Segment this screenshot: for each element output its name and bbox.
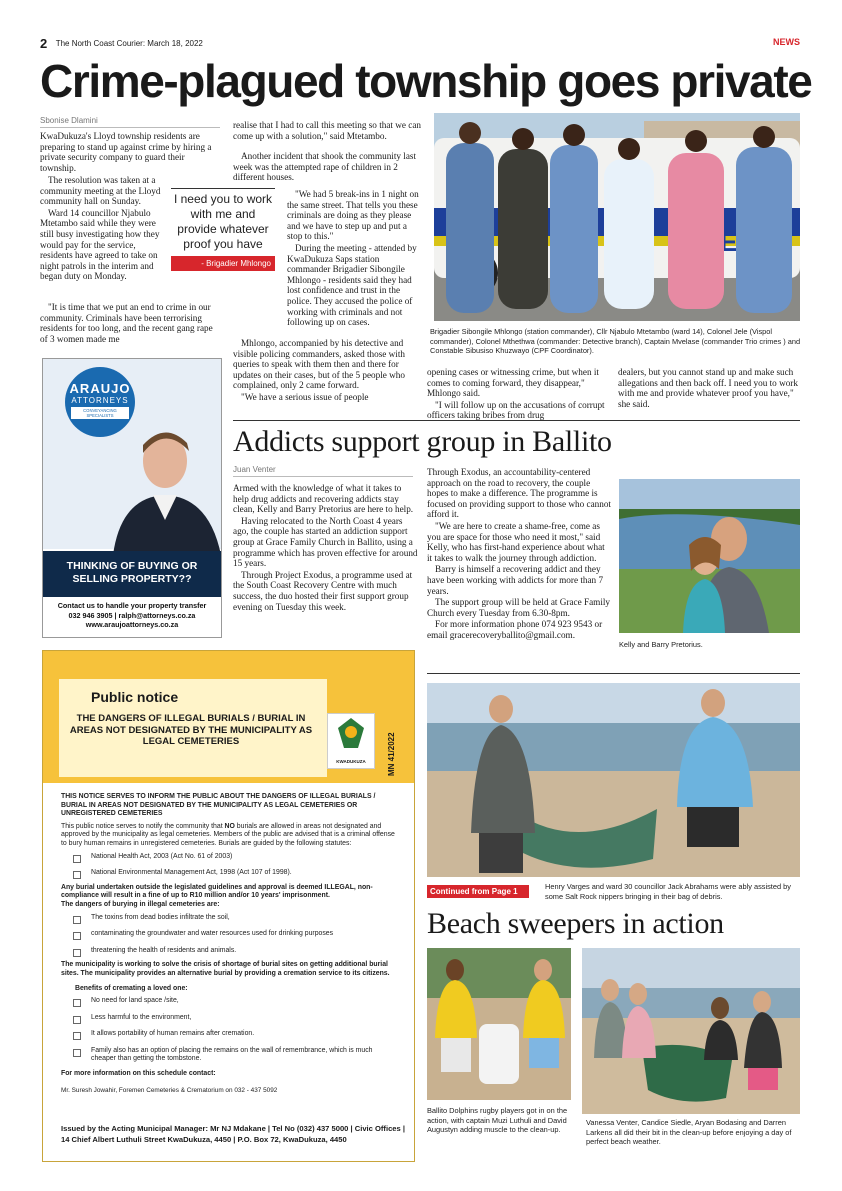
rugby-caption: Ballito Dolphins rugby players got in on the action, with captain Muzi Luthuli and David Augustyn adding muscle to the clean-up. — [427, 1106, 568, 1135]
beach-group-graphic — [582, 948, 800, 1114]
notice-logo — [327, 713, 375, 769]
story1-col4 — [618, 367, 800, 410]
paragraph: Another incident that shook the community last week was the attempted rape of children in 2 different houses. — [233, 151, 417, 183]
story2-col2 — [427, 467, 612, 642]
notice-statutes — [61, 853, 399, 878]
paragraph: realise that I had to call this meeting so that we can come up with a solution," said Mtetambo. — [233, 120, 422, 141]
beach-main-graphic — [427, 683, 800, 877]
paragraph: Armed with the knowledge of what it takes to help drug addicts and recovering addicts stay clean, Kelly and Barry Pretorius are here to help. — [233, 483, 414, 515]
story3-headline: Beach sweepers in action — [427, 907, 724, 940]
paragraph: dealers, but you cannot stand up and make such allegations and then back off. I need you to work with me and provide whatever proof you have," she said. — [618, 367, 798, 409]
paragraph: "We had 5 break-ins in 1 night on the same street. That tells you these criminals are doing as they please and we have to step up and put a stop to this." — [287, 189, 419, 242]
paragraph: Ward 14 councillor Njabulo Mtetambo said while they were still busy investigating how they would pay for the service, residents have agreed to take on night patrols in the interim and began duty on Monday. — [40, 207, 160, 282]
paragraph: The support group will be held at Grace Family Church every Tuesday from 6.30-8pm. — [427, 597, 611, 618]
notice-benefits — [61, 997, 399, 1064]
story2-byline: Juan Venter — [233, 465, 413, 477]
notice-illegal: Any burial undertaken outside the legislated guidelines and approval is deemed ILLEGAL, non-compliance will result in a fine of up to R10 million and/or 10 years' imprisonment. — [61, 883, 373, 900]
notice-benefits-title: Benefits of cremating a loved one: — [75, 984, 188, 992]
list-item: The toxins from dead bodies infiltrate the soil, — [73, 914, 399, 923]
beach-group-photo — [582, 948, 800, 1114]
story2-top-rule — [233, 420, 800, 421]
pullquote-attribution: - Brigadier Mhlongo — [171, 256, 275, 271]
paragraph: Mhlongo, accompanied by his detective and visible policing commanders, asked those with queries to speak with them then and there for updates on their cases, but of the 5 people who complained, only 2 came forward. — [233, 338, 405, 391]
police-photo-graphic — [434, 113, 800, 321]
list-item: National Environmental Management Act, 1998 (Act 107 of 1998). — [73, 869, 399, 878]
beach-group-caption: Vanessa Venter, Candice Siedle, Aryan Bodasing and Darren Larkens all did their bit in the clean-up before enjoying a day of perfect beach weather. — [586, 1118, 792, 1147]
advert-contact-line: Contact us to handle your property transfer — [57, 601, 207, 610]
story1-col1-bottom — [40, 302, 222, 345]
section-label: NEWS — [773, 37, 800, 47]
story1-headline: Crime-plagued township goes private — [40, 55, 812, 107]
list-item: Family also has an option of placing the remains on the wall of remembrance, which is much cheaper than getting the tombstone. — [73, 1047, 399, 1064]
couple-photo — [619, 479, 800, 633]
advert-person-photo — [113, 425, 221, 555]
police-group-photo — [434, 113, 800, 321]
paragraph: During the meeting - attended by KwaDukuza Saps station commander Brigadier Sibongile Mhlongo - residents said they had lost confidence and trust in the police. They accused the police of working with criminals and not following up on cases. — [287, 242, 417, 328]
story2-bottom-rule — [427, 673, 800, 674]
paragraph: Through Project Exodus, a programme used at the South Coast Recovery Centre with much success, the duo hosted their first support group evening on Tuesday this week. — [233, 569, 413, 612]
story1-col1 — [40, 131, 222, 174]
couple-photo-graphic — [619, 479, 800, 633]
paragraph: Having relocated to the North Coast 4 years ago, the couple has started an addiction support group at Grace Family Church in Ballito, using a programme which has proven effective for around 15 years. — [233, 515, 418, 569]
paragraph: KwaDukuza's Lloyd township residents are preparing to stand up against crime by hiring a private security company to guard their township. — [40, 131, 212, 173]
advert-headline: THINKING OF BUYING OR SELLING PROPERTY?? — [66, 560, 198, 585]
list-item: No need for land space /site, — [73, 997, 399, 1006]
municipality-logo-icon — [328, 714, 374, 754]
paper-date: The North Coast Courier: March 18, 2022 — [55, 39, 203, 48]
rugby-graphic — [427, 948, 571, 1100]
paragraph: The resolution was taken at a community meeting at the Lloyd community hall on Sunday. — [40, 175, 161, 207]
notice-dangers — [61, 914, 399, 956]
advert-brand: ARAUJO — [69, 381, 131, 396]
list-item: National Health Act, 2003 (Act No. 61 of 2003) — [73, 853, 399, 862]
notice-heading: THE DANGERS OF ILLEGAL BURIALS / BURIAL IN AREAS NOT DESIGNATED BY THE MUNICIPALITY AS LEGAL CEMETERIES — [69, 713, 313, 747]
story2-col1 — [233, 483, 418, 613]
paragraph: "We are here to create a shame-free, come as you are space for those who need it most," said Kelly, who has first-hand experience about what it takes to walk the journey through addiction. — [427, 520, 605, 563]
paragraph: For more information phone 074 923 9543 or email gracerecoveryballito@gmail.com. — [427, 619, 603, 640]
story1-col2-bottom — [233, 338, 423, 404]
story1-col2-top — [233, 120, 423, 142]
story2-headline: Addicts support group in Ballito — [233, 425, 612, 458]
rugby-players-photo — [427, 948, 571, 1100]
paragraph: Through Exodus, an accountability-centered approach on the road to recovery, the couple hopes to make a difference. The programme is focused on providing support to those who cannot afford it. — [427, 467, 611, 520]
advert-contact — [43, 601, 221, 630]
paragraph: opening cases or witnessing crime, but when it comes to coming forward, they disappear," Mhlongo said. — [427, 367, 599, 399]
beach-photo-main — [427, 683, 800, 877]
list-item: It allows portability of human remains after cremation. — [73, 1030, 399, 1039]
notice-footer: Issued by the Acting Municipal Manager: Mr NJ Mdakane | Tel No (032) 437 5000 | Civic Offices | 14 Chief Albert Luthuli Street KwaDukuza, 4450 | P.O. Box 72, KwaDukuza, 4450 — [61, 1124, 405, 1144]
story1-byline: Sbonise Dlamini — [40, 116, 220, 128]
advert-sub: ATTORNEYS — [71, 396, 129, 405]
notice-dangers-title: The dangers of burying in illegal cemeteries are: — [61, 900, 220, 908]
continued-label: Continued from Page 1 — [427, 885, 529, 898]
public-notice — [42, 650, 415, 1162]
couple-photo-caption: Kelly and Barry Pretorius. — [619, 640, 703, 649]
story1-col2-indent — [233, 151, 423, 184]
list-item: threatening the health of residents and animals. — [73, 947, 399, 956]
paragraph: "I will follow up on the accusations of corrupt officers taking bribes from drug — [427, 399, 605, 421]
story1-col3 — [427, 367, 612, 422]
police-photo-caption: Brigadier Sibongile Mhlongo (station commander), Cllr Njabulo Mtetambo (ward 14), Colonel Jele (Vispol commander), Colonel Mthethwa (commander: Detective branch), Captain Mvelase (commander Trio crimes ) and Constable Sibusiso Khuzwayo (CPF Coordinator). — [430, 327, 801, 356]
notice-intro: This public notice serves to notify the community that NO burials are allowed in areas not designated and approved by the municipality as legal cemeteries. Members of the public are advised that is a criminal offense to bury human remains in unregistered cemeteries. Burials are guided by the following statutes: — [61, 822, 395, 847]
paragraph: Barry is himself a recovering addict and they have been working with addicts for more than 7 years. — [427, 564, 604, 596]
notice-logo-text: KWADUKUZA — [336, 759, 366, 764]
notice-code: MN 41/2022 — [387, 732, 396, 776]
notice-crisis: The municipality is working to solve the crisis of shortage of burial sites on getting additional burial sites. The municipality provides an alternative burial by providing a cremation service to its citizens. — [61, 961, 390, 977]
araujo-advert[interactable] — [42, 358, 222, 638]
notice-title: Public notice — [91, 689, 179, 705]
beach-main-caption: Henry Varges and ward 30 councillor Jack Abrahams were ably assisted by some Salt Rock nippers bringing in their bag of debris. — [545, 882, 791, 901]
notice-body — [61, 793, 399, 1095]
advert-headline-band — [43, 551, 221, 597]
list-item: Less harmful to the environment, — [73, 1014, 399, 1023]
advert-web[interactable]: www.araujoattorneys.co.za — [85, 620, 179, 629]
pullquote-text: I need you to work with me and provide whatever proof you have — [173, 192, 273, 251]
story1-col2-narrow — [287, 189, 423, 329]
notice-contact: Mr. Suresh Jowahir, Foremen Cemeteries & Crematorium on 032 - 437 5092 — [61, 1086, 278, 1094]
story1-col1-narrow — [40, 175, 165, 283]
page-header — [40, 35, 800, 51]
page-number: 2 — [40, 36, 48, 51]
notice-intro-bold: THIS NOTICE SERVES TO INFORM THE PUBLIC ABOUT THE DANGERS OF ILLEGAL BURIALS / BURIAL IN AREAS NOT DESIGNATED BY THE MUNICIPALITY AS LEGAL CEMETERIES OR UNREGISTERED CEMETERIES — [61, 793, 376, 818]
pullquote-box — [171, 188, 275, 288]
list-item: contaminating the groundwater and water resources used for drinking purposes — [73, 930, 399, 939]
paragraph: "We have a serious issue of people — [241, 391, 369, 402]
advert-tag: CONVEYANCING SPECIALISTS — [71, 407, 129, 419]
notice-more-info: For more information on this schedule contact: — [61, 1070, 216, 1078]
advert-phone: 032 946 3905 | ralph@attorneys.co.za — [68, 610, 196, 620]
paragraph: "It is time that we put an end to crime in our community. Criminals have been terrorising residents for too long, and the recent gang rape of 3 women made me — [40, 302, 213, 344]
